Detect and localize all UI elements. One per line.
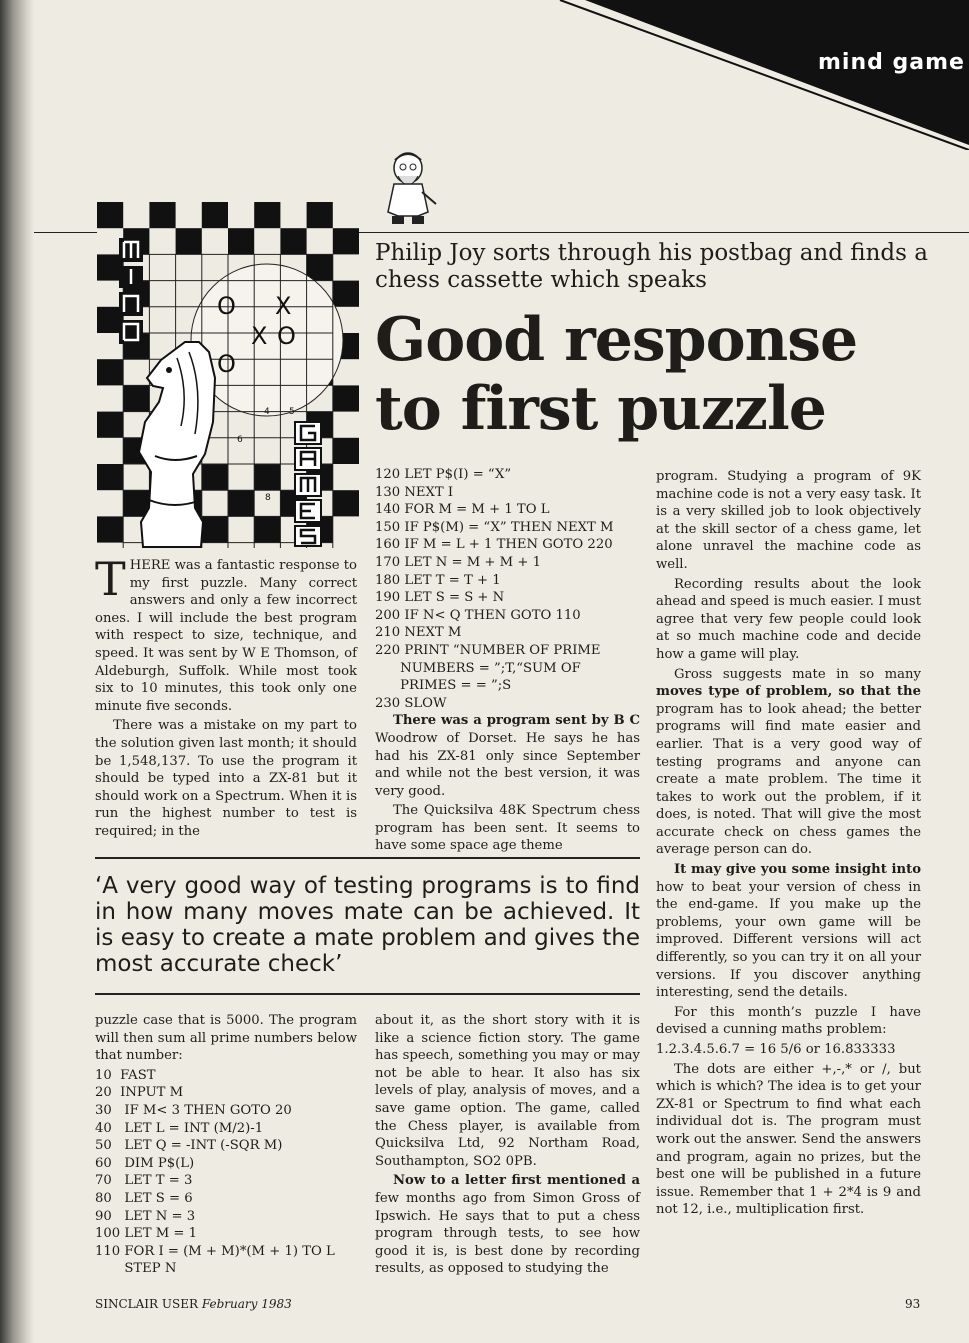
- board-square: [202, 202, 228, 228]
- board-square: [97, 464, 123, 490]
- board-square: [307, 202, 333, 228]
- code-line: 70 LET T = 3: [95, 1173, 193, 1189]
- code-line: 170 LET N = M + M + 1: [375, 554, 541, 570]
- magazine-name: SINCLAIR USER: [95, 1297, 198, 1311]
- code-line: STEP N: [95, 1261, 177, 1277]
- grid-number: 2: [100, 266, 106, 276]
- board-square: [176, 228, 202, 254]
- footer-credit: [95, 1297, 292, 1311]
- col2b-paragraph-2: few months ago from Simon Gross of Ipswich. He says that to put a chess program through tests, to see how good it is, is best done by recording results, as opposed to studying the: [375, 1190, 640, 1277]
- col1-paragraph-2: There was a mistake on my part to the solution given last month; it should be 1,548,137. To use the program it should be typed into a ZX-81 but it should work on a Spectrum. When it is run the highest number to test is required; in the: [95, 718, 357, 839]
- pull-quote: [95, 857, 640, 995]
- board-square: [333, 281, 359, 307]
- col2b-paragraph-2-lead: Now to a letter first mentioned a: [393, 1173, 640, 1189]
- board-square: [254, 202, 280, 228]
- code-listing-part-1: [95, 1067, 357, 1278]
- professor-illustration: [368, 150, 448, 232]
- code-line: 30 IF M< 3 THEN GOTO 20: [95, 1102, 292, 1118]
- code-line: 60 DIM P$(L): [95, 1155, 195, 1171]
- board-square: [307, 254, 333, 280]
- grid-number: 9: [265, 523, 271, 533]
- grid-number: 6: [237, 435, 243, 445]
- issue-date: February 1983: [201, 1297, 292, 1311]
- code-line: 180 LET T = T + 1: [375, 572, 501, 588]
- col3-paragraph-1: program. Studying a program of 9K machine code is not a very easy task. It is a very skilled job to look objectively at the skill sector of a chess game, let alone unravel the machine code as well.: [656, 469, 921, 572]
- code-line: NUMBERS = ”;T,“SUM OF: [375, 660, 581, 676]
- code-line: 100 LET M = 1: [95, 1226, 198, 1242]
- code-line: 40 LET L = INT (M/2)-1: [95, 1120, 264, 1136]
- code-line: 150 IF P$(M) = “X” THEN NEXT M: [375, 519, 614, 535]
- board-square: [333, 438, 359, 464]
- code-line: 140 FOR M = M + 1 TO L: [375, 502, 550, 518]
- col3-paragraph-4-lead: It may give you some insight into: [674, 862, 921, 878]
- page-binding-shadow: [0, 0, 34, 1343]
- col3-paragraph-4: how to beat your version of chess in the end-game. If you make up the problems, your own game will be improved. Different versions will act differently, so you can try it on all your versions. If you discover anything interesting, send the details.: [656, 879, 921, 1001]
- headline-line-1: Good response: [375, 305, 858, 375]
- col1-paragraph-1: HERE was a fantastic response to my first puzzle. Many correct answers and only a few incorrect ones. I will include the best program with respect to size, technique, and speed. It was sent by W E Thomson, of Aldeburgh, Suffolk. While most took six to 10 minutes, this took only one minute five seconds.: [95, 558, 357, 714]
- col3-paragraph-3b: program has to look ahead; the better programs will find mate easier and earlier. That is a very good way of testing programs and anyone can create a mate problem. The time it takes to work out the problem, if it does, is noted. That will give the most accurate check on chess games the average person can do.: [656, 701, 921, 858]
- board-square: [228, 228, 254, 254]
- mind-games-board: [97, 202, 359, 548]
- grid-number: 5: [289, 407, 295, 417]
- section-banner: [0, 0, 969, 150]
- logo-games: [295, 422, 321, 546]
- board-square: [97, 412, 123, 438]
- code-line: 200 IF N< Q THEN GOTO 110: [375, 607, 581, 623]
- grid-number: 4: [264, 407, 270, 417]
- article-standfirst: Philip Joy sorts through his postbag and finds a chess cassette which speaks: [375, 240, 928, 293]
- code-line: 210 NEXT M: [375, 625, 462, 641]
- article-headline: [375, 306, 955, 444]
- col3-paragraph-2: Recording results about the look ahead and speed is much easier. I must agree that very few people could look at so much machine code and decide how a game will play.: [656, 576, 921, 662]
- nc-o-3: O: [217, 350, 236, 378]
- col2-paragraph-1: Woodrow of Dorset. He says he has had his ZX-81 only since September and while not the best version, it was very good.: [375, 730, 640, 799]
- col3-paragraph-3-lead: moves type of problem, so that the: [656, 684, 921, 700]
- headline-line-2: to first puzzle: [375, 374, 826, 444]
- board-square: [97, 359, 123, 385]
- column-3: [656, 468, 921, 1221]
- code-line: 130 NEXT I: [375, 484, 454, 500]
- section-tag: mind game: [818, 50, 965, 75]
- code-line: 190 LET S = S + N: [375, 590, 505, 606]
- code-listing-part-2: [375, 466, 640, 712]
- col2-paragraph-2: The Quicksilva 48K Spectrum chess program has been sent. It seems to have some space age theme: [375, 803, 640, 854]
- board-square: [202, 516, 228, 542]
- grid-number: 3: [100, 321, 106, 331]
- board-square: [202, 464, 228, 490]
- puzzle-formula: 1.2.3.4.5.6.7 = 16 5/6 or 16.833333: [656, 1042, 896, 1057]
- code-line: 20 INPUT M: [95, 1085, 184, 1101]
- board-square: [254, 464, 280, 490]
- code-line: 50 LET Q = -INT (-SQR M): [95, 1138, 283, 1154]
- col2-paragraph-1-lead: There was a program sent by B C: [393, 713, 640, 729]
- board-square: [149, 202, 175, 228]
- page-number: 93: [905, 1297, 921, 1311]
- nc-o-1: O: [217, 292, 236, 320]
- column-1-bottom: [95, 1012, 357, 1278]
- nc-o-2: O: [277, 322, 296, 350]
- column-1-top: [95, 552, 357, 843]
- board-square: [97, 516, 123, 542]
- nc-x-1: X: [275, 292, 292, 320]
- col3-paragraph-5: For this month’s puzzle I have devised a cunning maths problem:: [656, 1004, 921, 1038]
- board-square: [280, 228, 306, 254]
- code-line: 220 PRINT “NUMBER OF PRIME: [375, 642, 601, 658]
- code-line: 10 FAST: [95, 1067, 156, 1083]
- column-2-bottom: [375, 1012, 640, 1280]
- board-square: [333, 385, 359, 411]
- board-square: [333, 228, 359, 254]
- drop-cap: T: [95, 552, 126, 606]
- code-line: 230 SLOW: [375, 695, 447, 711]
- grid-number: 8: [265, 493, 271, 503]
- pull-quote-text: ‘A very good way of testing programs is to find in how many moves mate can be achieved. It is easy to create a mate problem and gives the most accurate check’: [95, 873, 640, 977]
- nc-x-2: X: [251, 322, 268, 350]
- col1b-paragraph-1: puzzle case that is 5000. The program will then sum all prime numbers below that number:: [95, 1013, 357, 1064]
- col2b-paragraph-1: about it, as the short story with it is like a science fiction story. The game has speech, something you may or may not be able to hear. It also has six levels of play, analysis of moves, and a save game option. The game, called the Chess player, is available from Quicksilva Ltd, 92 Northam Road, Southampton, SO2 0PB.: [375, 1013, 640, 1169]
- board-square: [333, 490, 359, 516]
- column-2-top: [375, 466, 640, 857]
- code-line: 160 IF M = L + 1 THEN GOTO 220: [375, 537, 613, 553]
- grid-number: 7: [237, 493, 243, 503]
- code-line: 120 LET P$(I) = “X”: [375, 467, 512, 482]
- code-line: 80 LET S = 6: [95, 1190, 193, 1206]
- code-line: 110 FOR I = (M + M)*(M + 1) TO L: [95, 1243, 335, 1259]
- code-line: PRIMES = = ”;S: [375, 678, 512, 694]
- board-square: [97, 202, 123, 228]
- col3-paragraph-6: The dots are either +,-,* or /, but which is which? The idea is to get your ZX-81 or Spectrum to find what each individual dot is. The program must work out the answer. Send the answers and program, again no prizes, but the best one will be published in a future issue. Remember that 1 + 2*4 is 9 and not 12, i.e., multiplication first.: [656, 1061, 921, 1218]
- col3-paragraph-3a: Gross suggests mate in so many: [674, 666, 921, 682]
- board-square: [123, 385, 149, 411]
- code-line: 90 LET N = 3: [95, 1208, 196, 1224]
